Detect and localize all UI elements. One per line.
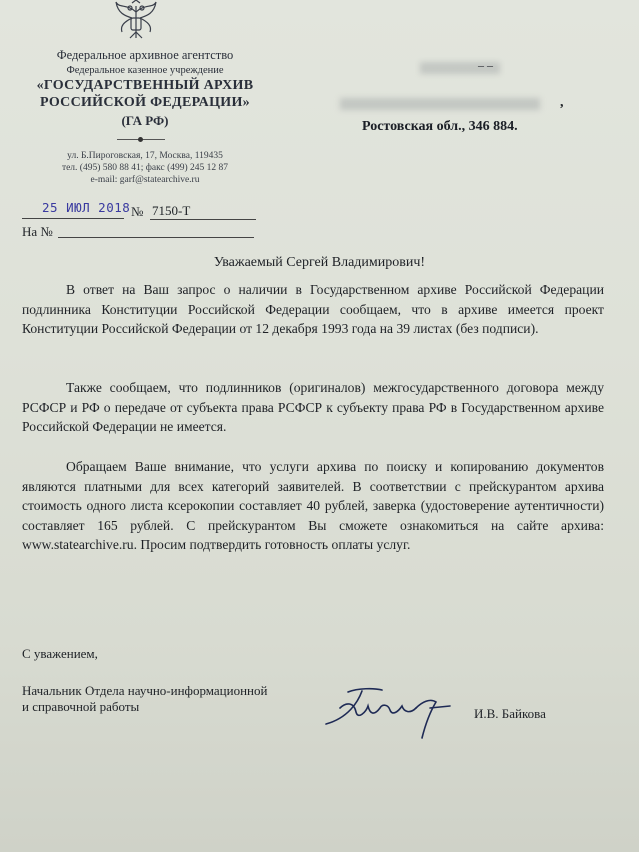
archive-name-line1: «ГОСУДАРСТВЕННЫЙ АРХИВ [36,78,254,93]
in-reply-label: На № [22,224,53,239]
in-reply-underline [58,237,254,238]
paragraph-fees: Обращаем Ваше внимание, что услуги архива по поиску и копированию документов являются платными для всех категорий заявителей. В соответствии с прейскурантом архива стоимость одного листа ксерокопии составляет 40 рублей, заверка (удостоверение аутентичности) составляет 165 рублей. С прейскурантом Вы сможете ознакомиться на сайте архива: www.statearchive.ru. Просим подтвердить готовность оплаты услуг. [22,459,604,552]
handwritten-signature [318,682,468,742]
number-label: № [131,204,144,219]
greeting: Уважаемый Сергей Владимирович! [213,255,426,270]
paragraph-treaty: Также сообщаем, что подлинников (оригиналов) межгосударственного договора между РСФСР и РФ о передаче от субъекта права РСФСР к субъекту права РФ в Государственном архиве Российской Федерации не имеется. [22,380,604,434]
agency-name: Федеральное архивное агентство [56,48,234,62]
double-headed-eagle-icon [112,0,160,42]
address: ул. Б.Пироговская, 17, Москва, 119435 [67,151,223,161]
phone-fax: тел. (495) 580 88 41; факс (499) 245 12 87 [61,163,229,173]
closing: С уважением, [22,646,98,661]
date-underline [22,218,124,219]
institution-type: Федеральное казенное учреждение [66,65,224,76]
recipient-region: Ростовская обл., 346 884. [362,119,518,134]
letterhead-contacts [20,150,270,186]
redacted-recipient-address [340,98,540,110]
letterhead-divider-dot [138,137,143,142]
position-line1: Начальник Отдела научно-информационной [22,683,268,698]
recipient-comma: , [560,95,564,110]
email: e-mail: garf@statearchive.ru [90,175,200,185]
signer-position [22,683,267,715]
position-line2: и справочной работы [22,699,140,714]
paragraph-constitution: В ответ на Ваш запрос о наличии в Государственном архиве Российской Федерации подлинника Конституции Российской Федерации сообщаем, что в архиве имеется проект Конституции Российской Федерации от 12 декабря 1993 года на 39 листах (без подписи). [22,282,604,336]
archive-name-line2: РОССИЙСКОЙ ФЕДЕРАЦИИ» [40,95,250,110]
date-stamp: 25 ИЮЛ 2018 [42,200,131,215]
outgoing-number: 7150-Т [152,203,191,218]
number-underline [150,219,256,220]
archive-abbreviation: (ГА РФ) [121,113,169,128]
recipient-mark: – – [478,58,493,72]
signer-name: И.В. Байкова [474,706,546,721]
